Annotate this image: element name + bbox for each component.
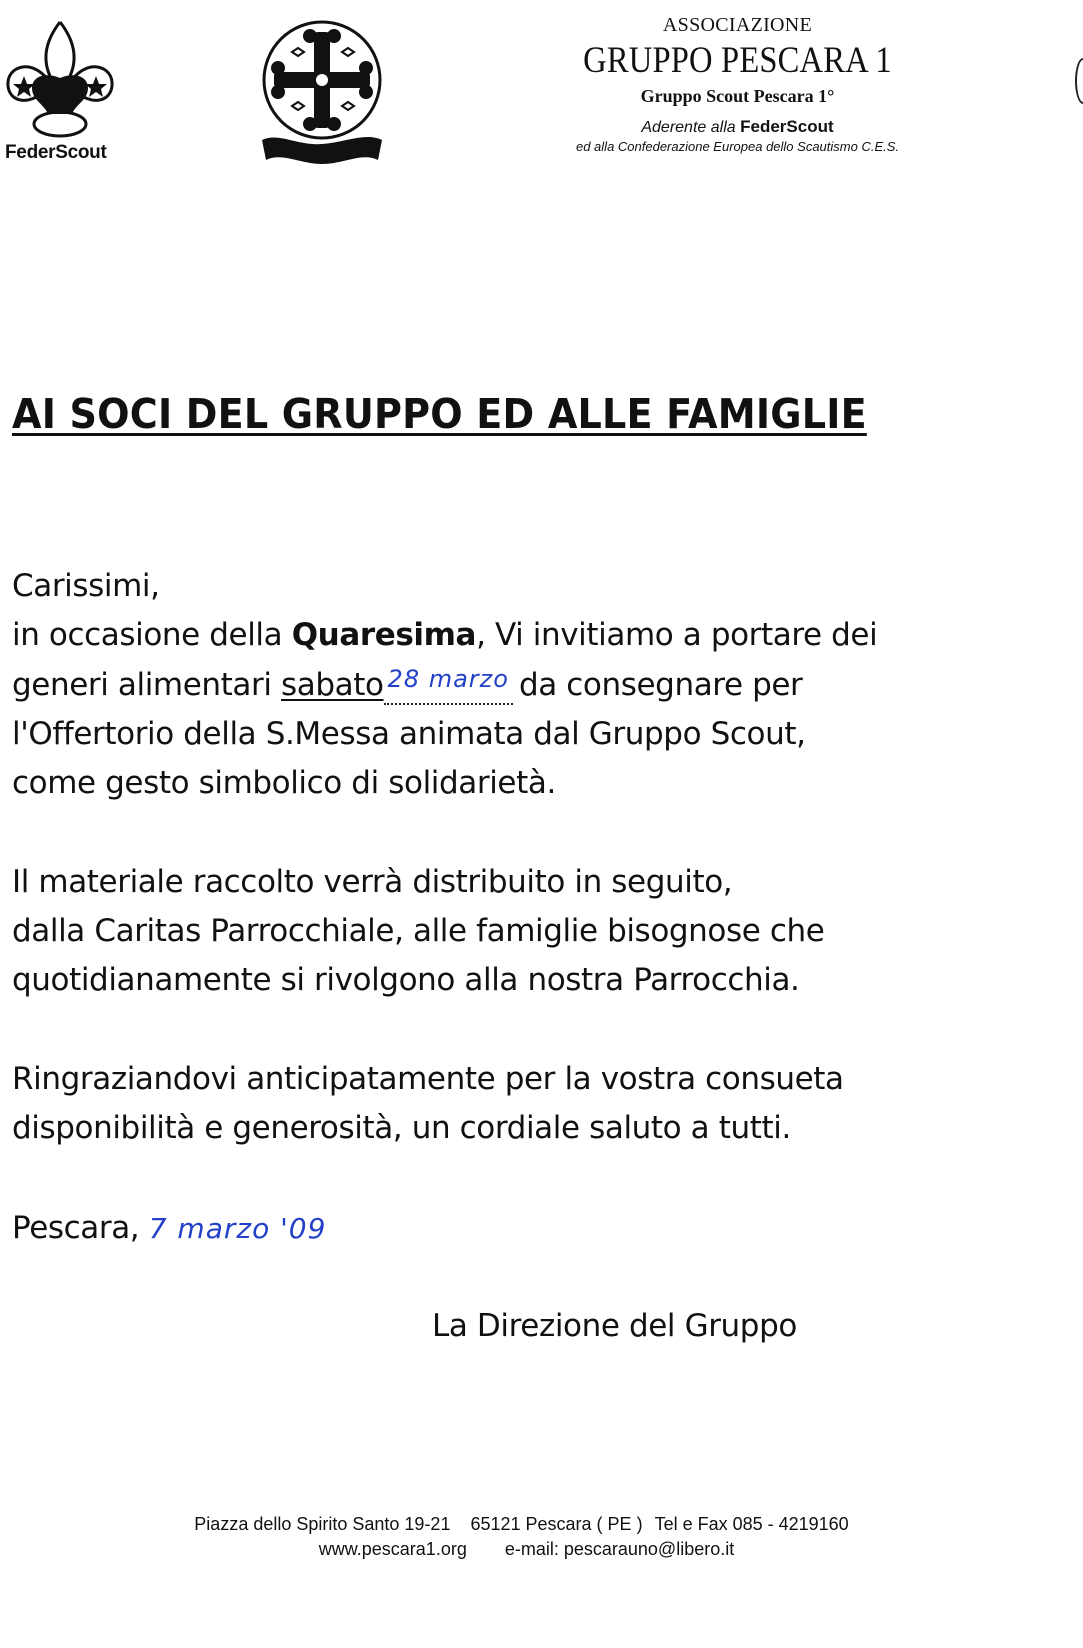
- place-date-line: [12, 1210, 326, 1246]
- association-label: ASSOCIAZIONE: [662, 14, 813, 36]
- federscout-logo-label: FederScout: [5, 142, 107, 163]
- date-fill-field: [384, 667, 513, 705]
- footer-address: Piazza dello Spirito Santo 19-21: [194, 1514, 451, 1534]
- p1-l1-post: , Vi invitiamo a portare dei: [476, 617, 878, 653]
- handwritten-event-date: 28 marzo: [387, 665, 509, 693]
- adherent-line: [545, 117, 930, 137]
- letter-title: AI SOCI DEL GRUPPO ED ALLE FAMIGLIE: [12, 390, 867, 438]
- paragraph-2-line-1: Il materiale raccolto verrà distribuito in seguito,: [12, 864, 733, 900]
- signature: La Direzione del Gruppo: [432, 1308, 797, 1344]
- paragraph-2-line-3: quotidianamente si rivolgono alla nostra Parrocchia.: [12, 962, 800, 998]
- confederation-line: ed alla Confederazione Europea dello Scautismo C.E.S.: [575, 139, 900, 154]
- greeting: Carissimi,: [12, 568, 160, 604]
- paragraph-1-line-3: l'Offertorio della S.Messa animata dal Gruppo Scout,: [12, 716, 806, 752]
- paragraph-1-line-2: [12, 667, 802, 705]
- sabato-word: sabato: [281, 667, 384, 703]
- paragraph-1-line-4: come gesto simbolico di solidarietà.: [12, 765, 556, 801]
- footer-phone: Tel e Fax 085 - 4219160: [654, 1514, 849, 1534]
- adherent-org: FederScout: [740, 117, 834, 136]
- group-emblem: [258, 18, 392, 166]
- edge-mark: [1075, 58, 1083, 104]
- scout-cross-emblem-icon: [258, 18, 392, 166]
- paragraph-2-line-2: dalla Caritas Parrocchiale, alle famiglie bisognose che: [12, 913, 825, 949]
- p1-l1-pre: in occasione della: [12, 617, 292, 653]
- handwritten-letter-date: 7 marzo '09: [148, 1212, 327, 1245]
- paragraph-3-line-2: disponibilità e generosità, un cordiale saluto a tutti.: [12, 1110, 791, 1146]
- paragraph-1-line-1: [12, 617, 877, 653]
- paragraph-3-line-1: Ringraziandovi anticipatamente per la vostra consueta: [12, 1061, 844, 1097]
- group-name: GRUPPO PESCARA 1: [583, 40, 892, 81]
- footer-cap-city: 65121 Pescara ( PE ): [470, 1514, 643, 1534]
- adherent-prefix: Aderente alla: [641, 119, 736, 136]
- footer: [0, 1512, 1083, 1562]
- footer-website[interactable]: www.pescara1.org: [318, 1539, 467, 1559]
- footer-line-2: [0, 1537, 1083, 1562]
- organization-header: [545, 14, 930, 154]
- quaresima-bold: Quaresima: [291, 617, 477, 653]
- p1-l2-post: da consegnare per: [518, 667, 803, 703]
- federscout-logo: [0, 18, 122, 168]
- footer-email[interactable]: e-mail: pescarauno@libero.it: [504, 1539, 735, 1559]
- place: Pescara,: [12, 1210, 140, 1246]
- fleur-de-lis-icon: [2, 18, 118, 140]
- footer-line-1: [0, 1512, 1083, 1537]
- p1-l2-pre: generi alimentari: [12, 667, 281, 703]
- group-subtitle: Gruppo Scout Pescara 1°: [640, 86, 835, 106]
